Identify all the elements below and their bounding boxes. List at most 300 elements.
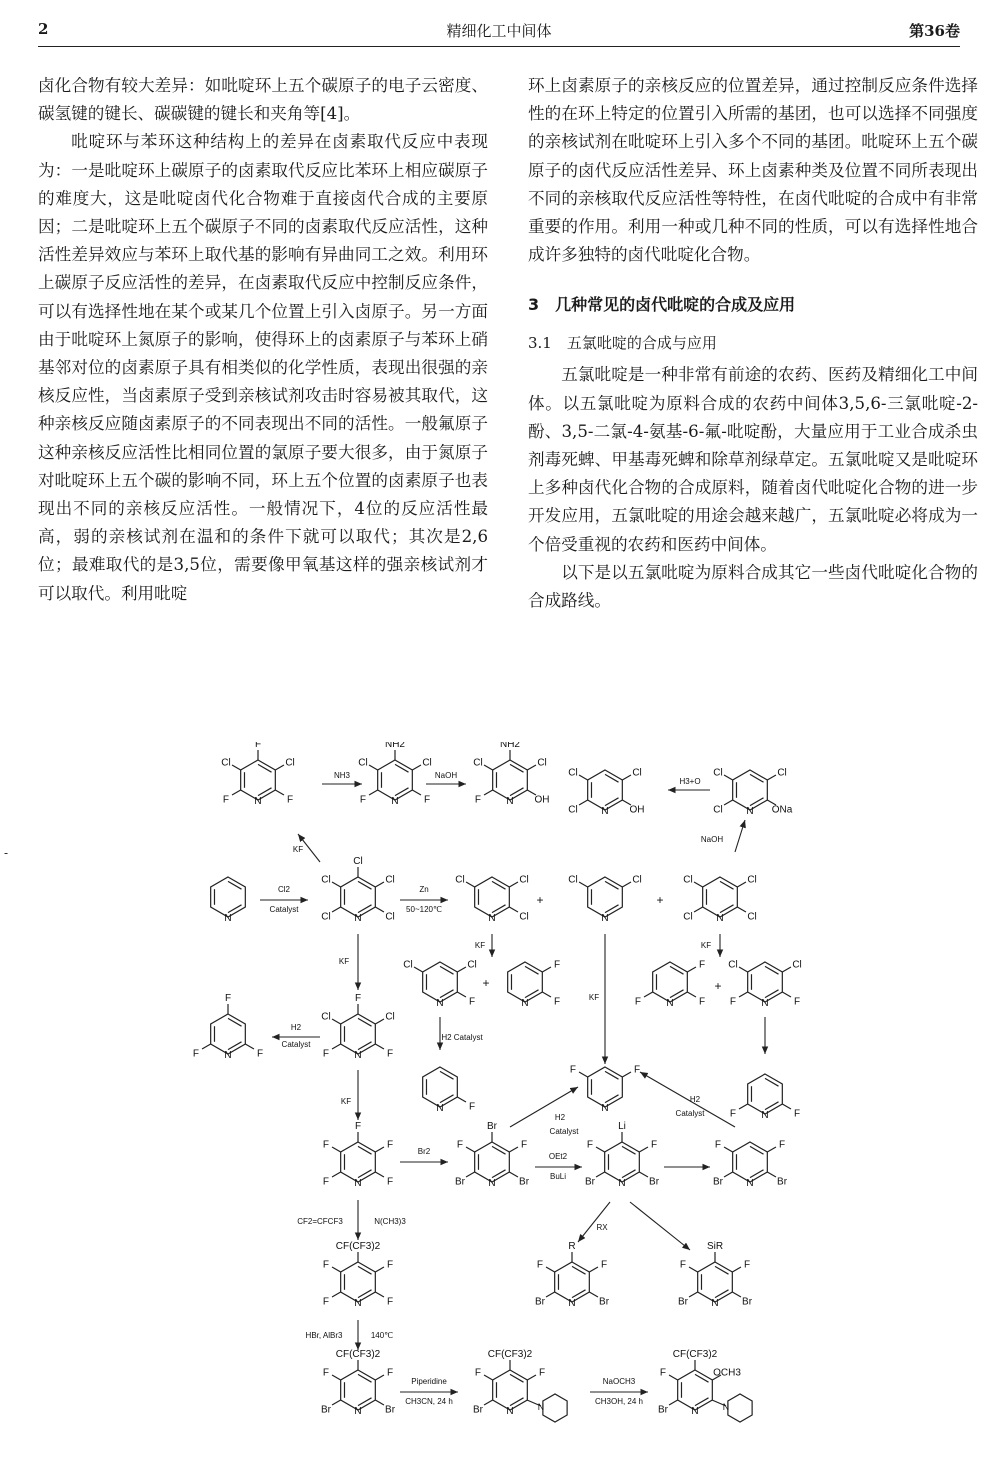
substituent-bond [369, 790, 378, 795]
reagent-label: 50~120℃ [406, 905, 442, 914]
journal-title: 精细化工中间体 [446, 22, 552, 40]
reagent-label: HBr, AlBr3 [305, 1331, 343, 1340]
double-bond [358, 1290, 372, 1298]
ring-nitrogen: N [601, 806, 609, 817]
substituent-label: F [634, 996, 642, 1008]
scheme-figure [190, 742, 830, 1432]
double-bond [750, 1170, 764, 1178]
double-bond [358, 1146, 372, 1154]
double-bond [525, 966, 539, 974]
substituent-label: Cl [467, 959, 477, 971]
double-bond [228, 1042, 242, 1050]
substituent-bond [579, 800, 588, 805]
substituent-label: F [192, 1048, 200, 1060]
substituent-label: F [254, 742, 262, 750]
double-bond [715, 1290, 729, 1298]
substituent-label: F [359, 794, 367, 806]
substituent-bond [669, 1400, 678, 1405]
substituent-bond [332, 907, 341, 912]
piperidine-outline [543, 1394, 567, 1422]
ring-nitrogen: N [601, 1103, 609, 1114]
substituent-bond [687, 967, 696, 972]
substituent-label: Cl [321, 1011, 331, 1023]
pyridine-ring [475, 877, 510, 917]
substituent-bond [375, 1019, 384, 1024]
reagent-label: H2 Catalyst [441, 1033, 483, 1042]
double-bond [715, 1266, 729, 1274]
reagent-label: Cl2 [277, 885, 291, 894]
ring-outline [748, 962, 783, 1002]
substituent-bond [375, 1400, 384, 1405]
reagent-label: KF [292, 845, 304, 854]
reagent-label: Catalyst [281, 1040, 311, 1049]
ring-outline [493, 760, 528, 800]
double-bond [358, 1398, 372, 1406]
substituent-bond [694, 907, 703, 912]
double-bond [228, 881, 242, 889]
substituent-label: F [600, 1259, 608, 1271]
substituent-label: Cl [747, 911, 757, 923]
double-bond [572, 1290, 586, 1298]
ring-nitrogen: N [354, 913, 362, 924]
ring-nitrogen: N [436, 1103, 444, 1114]
substituent-bond [375, 907, 384, 912]
substituent-label: Cl [792, 959, 802, 971]
double-bond [258, 764, 272, 772]
ring-nitrogen: N [521, 998, 529, 1009]
ring-nitrogen: N [711, 1298, 719, 1309]
substituent-label: F [354, 993, 362, 1004]
reagent-label: CF2=CFCF3 [297, 1217, 343, 1226]
right-paragraph-3: 以下是以五氯吡啶为原料合成其它一些卤代吡啶化合物的合成路线。 [528, 562, 978, 611]
arrow [630, 1202, 690, 1250]
double-bond [440, 990, 454, 998]
double-bond [720, 881, 734, 889]
substituent-bond [375, 1044, 384, 1049]
substituent-bond [739, 967, 748, 972]
right-column [528, 72, 978, 615]
substituent-bond [369, 765, 378, 770]
substituent-bond [484, 1400, 493, 1405]
substituent-label: F [538, 1367, 546, 1379]
plus-sign: + [482, 976, 490, 990]
substituent-label: F [743, 1259, 751, 1271]
double-bond [765, 990, 779, 998]
pyridine-ring [341, 1262, 376, 1302]
reagent-label: KF [588, 993, 600, 1002]
substituent-label: Cl [403, 959, 413, 971]
pyridine-ring [748, 962, 783, 1002]
substituent-bond [782, 967, 791, 972]
substituent-bond [245, 1044, 254, 1049]
ring-outline [605, 1142, 640, 1182]
substituent-bond [375, 882, 384, 887]
substituent-bond [546, 1267, 555, 1272]
double-bond [492, 905, 506, 913]
substituent-label: F [569, 1064, 577, 1076]
pyridine-ring [493, 1370, 528, 1410]
pyridine-ring [508, 962, 543, 1002]
double-bond [605, 1071, 619, 1079]
ring-outline [733, 770, 768, 810]
pyridine-ring [341, 1014, 376, 1054]
pyridine-ring [341, 1142, 376, 1182]
page-header [38, 12, 960, 47]
substituent-bond [332, 1019, 341, 1024]
ring-outline [341, 1014, 376, 1054]
ring-nitrogen: N [488, 1178, 496, 1189]
substituent-bond [596, 1147, 605, 1152]
ring-nitrogen: N [506, 796, 514, 807]
ring-nitrogen: N [354, 1050, 362, 1061]
ring-nitrogen: N [746, 1178, 754, 1189]
substituent-bond [782, 1104, 791, 1109]
ring-nitrogen: N [666, 998, 674, 1009]
piperidine-nitrogen: N [537, 1402, 545, 1412]
pyridine-ring [211, 877, 246, 917]
substituent-label: Cl [683, 911, 693, 923]
substituent-bond [542, 992, 551, 997]
substituent-label: Cl [385, 1011, 395, 1023]
substituent-label: Cl [713, 767, 723, 779]
substituent-bond [724, 1172, 733, 1177]
substituent-bond [509, 907, 518, 912]
subsection-title: 3.1 五氯吡啶的合成与应用 [528, 334, 717, 353]
ring-outline [341, 1142, 376, 1182]
substituent-label: CF(CF3)2 [335, 1349, 381, 1360]
reagent-label: H3+O [679, 777, 701, 786]
substituent-label: F [650, 1139, 658, 1151]
substituent-label: F [386, 1367, 394, 1379]
double-bond [395, 764, 409, 772]
substituent-bond [737, 907, 746, 912]
substituent-bond [332, 1267, 341, 1272]
substituent-bond [232, 790, 241, 795]
substituent-label: OH [534, 794, 550, 806]
substituent-label: F [222, 794, 230, 806]
substituent-label: Cl [713, 804, 723, 816]
pyridine-ring [703, 877, 738, 917]
substituent-label: Br [742, 1296, 753, 1308]
double-bond [358, 1266, 372, 1274]
double-bond [750, 798, 764, 806]
ring-outline [475, 1142, 510, 1182]
substituent-bond [332, 1292, 341, 1297]
substituent-label: CF(CF3)2 [335, 1241, 381, 1252]
substituent-label: Cl [568, 804, 578, 816]
substituent-label: F [322, 1176, 330, 1188]
substituent-label: Cl [455, 874, 465, 886]
substituent-label: F [729, 1108, 737, 1120]
substituent-label: Cl [385, 874, 395, 886]
substituent-label: Cl [285, 757, 295, 769]
double-bond [358, 1018, 372, 1026]
substituent-bond [509, 1172, 518, 1177]
substituent-label: Cl [632, 874, 642, 886]
ring-outline [241, 760, 276, 800]
double-bond [765, 1102, 779, 1110]
substituent-label: Br [519, 1176, 530, 1188]
substituent-bond [622, 1072, 631, 1077]
ring-outline [588, 1067, 623, 1107]
pyridine-ring [678, 1370, 713, 1410]
substituent-bond [782, 992, 791, 997]
double-bond [605, 1095, 619, 1103]
reagent-label: N(CH3)3 [374, 1217, 406, 1226]
ring-outline [703, 877, 738, 917]
double-bond [670, 990, 684, 998]
substituent-label: CF(CF3)2 [672, 1349, 718, 1360]
double-bond [622, 1170, 636, 1178]
substituent-label: Cl [728, 959, 738, 971]
substituent-label: F [474, 1367, 482, 1379]
substituent-label: Cl [321, 911, 331, 923]
reagent-label: Catalyst [269, 905, 299, 914]
substituent-bond [767, 1172, 776, 1177]
double-bond [228, 1018, 242, 1026]
substituent-label: Cl [632, 767, 642, 779]
substituent-bond [457, 1097, 466, 1102]
ring-nitrogen: N [436, 998, 444, 1009]
substituent-label: F [286, 794, 294, 806]
substituent-bond [466, 1172, 475, 1177]
double-bond [358, 1042, 372, 1050]
pyridine-ring [341, 1370, 376, 1410]
substituent-bond [412, 790, 421, 795]
left-paragraph-1: 卤化合物有较大差异：如吡啶环上五个碳原子的电子云密度、碳氢键的键长、碳碳键的键长和夹角等[4]。 [38, 76, 488, 124]
pyridine-ring [733, 770, 768, 810]
substituent-label: Cl [321, 874, 331, 886]
ring-outline [588, 770, 623, 810]
reagent-label: KF [700, 941, 712, 950]
ring-outline [748, 1074, 783, 1114]
reagent-label: NaOH [434, 771, 458, 780]
plus-sign: + [536, 893, 544, 907]
ring-outline [341, 1370, 376, 1410]
substituent-bond [622, 775, 631, 780]
substituent-label: F [474, 794, 482, 806]
substituent-bond [542, 967, 551, 972]
arrow [578, 1202, 610, 1242]
volume-label: 第36卷 [909, 22, 960, 40]
pyridine-ring [605, 1142, 640, 1182]
double-bond [510, 764, 524, 772]
double-bond [695, 1398, 709, 1406]
double-bond [258, 788, 272, 796]
synthesis-scheme [190, 742, 830, 1432]
substituent-bond [484, 1375, 493, 1380]
stray-mark: - [4, 846, 9, 860]
substituent-bond [737, 882, 746, 887]
substituent-label: F [778, 1139, 786, 1151]
ring-nitrogen: N [354, 1178, 362, 1189]
double-bond [492, 881, 506, 889]
substituent-bond [412, 765, 421, 770]
substituent-bond [414, 967, 423, 972]
double-bond [358, 1374, 372, 1382]
substituent-label: Br [649, 1176, 660, 1188]
substituent-label: OCH3 [713, 1367, 741, 1379]
reagent-label: NaOCH3 [602, 1377, 636, 1386]
arrow [640, 1072, 735, 1127]
reagent-label: Piperidine [411, 1377, 447, 1386]
ring-outline [423, 962, 458, 1002]
substituent-label: F [423, 794, 431, 806]
substituent-bond [694, 882, 703, 887]
substituent-label: Br [677, 1296, 688, 1308]
substituent-bond [375, 1267, 384, 1272]
substituent-label: F [659, 1367, 667, 1379]
right-paragraph-1: 环上卤素原子的亲核反应的位置差异，通过控制反应条件选择性的在环上特定的位置引入所需的基团，也可以选择不同强度的亲核试剂在吡啶环上引入多个不同的基团。吡啶环上五个碳原子的卤代反应活性差异、环上卤素种类及位置不同所表现出不同的亲核取代反应活性等特性，在卤代吡啶的合成中有非常重要的作用。利用一种或几种不同的性质，可以有选择性地合成许多独特的卤代吡啶化合物。 [528, 76, 978, 265]
section-title: 3 几种常见的卤代吡啶的合成及应用 [528, 295, 796, 315]
ring-outline [493, 1370, 528, 1410]
substituent-label: F [679, 1259, 687, 1271]
substituent-bond [596, 1172, 605, 1177]
substituent-label: F [386, 1296, 394, 1308]
substituent-bond [527, 1375, 536, 1380]
pyridine-ring [493, 760, 528, 800]
substituent-bond [275, 765, 284, 770]
reagent-label: KF [338, 957, 350, 966]
arrow [510, 1087, 578, 1127]
substituent-bond [639, 1172, 648, 1177]
substituent-label: F [386, 1048, 394, 1060]
substituent-label: F [468, 996, 476, 1008]
ring-nitrogen: N [506, 1406, 514, 1417]
ring-outline [555, 1262, 590, 1302]
double-bond [572, 1266, 586, 1274]
substituent-label: F [322, 1296, 330, 1308]
reagent-label: H2 [554, 1113, 566, 1122]
substituent-bond [669, 1375, 678, 1380]
ring-nitrogen: N [691, 1406, 699, 1417]
substituent-bond [689, 1267, 698, 1272]
substituent-label: F [714, 1139, 722, 1151]
ring-outline [733, 1142, 768, 1182]
ring-outline [508, 962, 543, 1002]
pyridine-ring [588, 1067, 623, 1107]
reagent-label: H2 [290, 1023, 302, 1032]
ring-nitrogen: N [488, 913, 496, 924]
substituent-label: Cl [358, 757, 368, 769]
substituent-label: R [568, 1241, 576, 1252]
substituent-label: F [322, 1139, 330, 1151]
ring-nitrogen: N [254, 796, 262, 807]
ring-nitrogen: N [761, 1110, 769, 1121]
reagent-label: RX [596, 1223, 608, 1232]
reagent-label: NH3 [333, 771, 351, 780]
left-column [38, 72, 488, 608]
substituent-label: F [698, 996, 706, 1008]
double-bond [510, 788, 524, 796]
substituent-bond [732, 1292, 741, 1297]
double-bond [765, 1078, 779, 1086]
substituent-label: Br [534, 1296, 545, 1308]
substituent-label: NH2 [384, 742, 406, 750]
arrow [735, 820, 745, 852]
double-bond [440, 1071, 454, 1079]
substituent-label: F [553, 959, 561, 971]
substituent-label: Br [657, 1404, 668, 1416]
substituent-label: Cl [568, 767, 578, 779]
pyridine-ring [423, 962, 458, 1002]
right-paragraph-2: 五氯吡啶是一种非常有前途的农药、医药及精细化工中间体。以五氯吡啶为原料合成的农药中间体3,5,6-三氯吡啶-2-酚、3,5-二氯-4-氨基-6-氟-吡啶酚，大量应用于工业合成杀虫剂毒死蜱、甲基毒死蜱和除草剂绿草定。五氯吡啶又是吡啶环上多种卤代化合物的合成原料，随着卤代吡啶化合物的进一步开发应用，五氯吡啶的用途会越来越广，五氯吡啶必将成为一个倍受重视的农药和医药中间体。 [528, 365, 978, 554]
substituent-bond [232, 765, 241, 770]
substituent-bond [484, 765, 493, 770]
substituent-bond [767, 775, 776, 780]
substituent-label: Cl [519, 911, 529, 923]
ring-nitrogen: N [601, 913, 609, 924]
substituent-label: F [322, 1367, 330, 1379]
substituent-label: OH [629, 804, 645, 816]
substituent-bond [687, 992, 696, 997]
substituent-label: Li [618, 1121, 626, 1132]
substituent-label: F [698, 959, 706, 971]
pyridine-ring [341, 877, 376, 917]
substituent-bond [579, 882, 588, 887]
reagent-label: H2 [689, 1095, 701, 1104]
ring-outline [653, 962, 688, 1002]
ring-outline [588, 877, 623, 917]
substituent-label: Cl [422, 757, 432, 769]
substituent-label: F [322, 1259, 330, 1271]
plus-sign: + [714, 979, 722, 993]
substituent-bond [457, 992, 466, 997]
double-bond [605, 881, 619, 889]
ring-nitrogen: N [354, 1298, 362, 1309]
substituent-label: F [354, 1121, 362, 1132]
double-bond [440, 1095, 454, 1103]
double-bond [510, 1398, 524, 1406]
double-bond [605, 798, 619, 806]
ring-outline [698, 1262, 733, 1302]
substituent-bond [724, 800, 733, 805]
double-bond [510, 1374, 524, 1382]
substituent-label: Cl [385, 911, 395, 923]
reagent-label: Zn [419, 885, 429, 894]
page-number: 2 [38, 20, 49, 38]
reagent-label: Catalyst [549, 1127, 579, 1136]
piperidine-ring [728, 1394, 752, 1422]
substituent-bond [732, 1267, 741, 1272]
substituent-label: F [553, 996, 561, 1008]
reagent-label: CH3CN, 24 h [405, 1397, 453, 1406]
substituent-label: Cl [537, 757, 547, 769]
substituent-label: Br [584, 1176, 595, 1188]
double-bond [228, 905, 242, 913]
substituent-label: F [224, 993, 232, 1004]
substituent-bond [589, 1292, 598, 1297]
pyridine-ring [423, 1067, 458, 1107]
substituent-bond [639, 1147, 648, 1152]
substituent-label: F [468, 1101, 476, 1113]
double-bond [492, 1170, 506, 1178]
substituent-bond [724, 775, 733, 780]
substituent-bond [375, 1375, 384, 1380]
substituent-label: NH2 [499, 742, 521, 750]
double-bond [440, 966, 454, 974]
substituent-bond [375, 1172, 384, 1177]
substituent-bond [589, 1267, 598, 1272]
double-bond [750, 774, 764, 782]
pyridine-ring [378, 760, 413, 800]
substituent-label: F [386, 1176, 394, 1188]
pyridine-ring [555, 1262, 590, 1302]
substituent-bond [457, 967, 466, 972]
reagent-label: 140℃ [370, 1331, 394, 1340]
substituent-label: F [586, 1139, 594, 1151]
substituent-label: CF(CF3)2 [487, 1349, 533, 1360]
